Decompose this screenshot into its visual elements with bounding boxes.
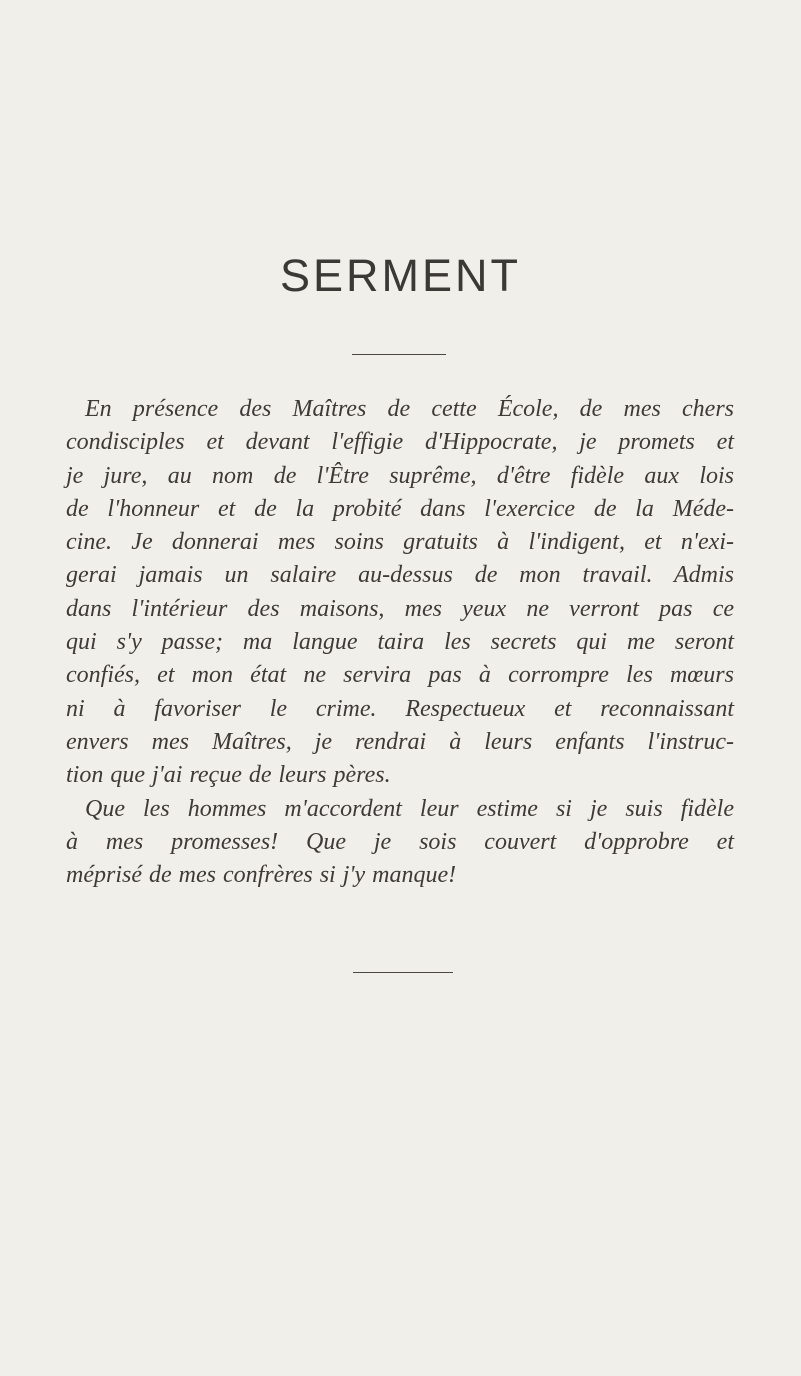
text-line: tion que j'ai reçue de leurs pères.	[66, 762, 391, 789]
document-title: SERMENT	[279, 250, 521, 301]
oath-paragraph-2	[66, 793, 734, 893]
text-line: gerai jamais un salaire au-dessus de mon travail. Admis	[66, 562, 734, 589]
closing-divider	[353, 972, 453, 973]
text-line: à mes promesses! Que je sois couvert d'opprobre et	[66, 828, 734, 855]
oath-text	[66, 393, 734, 892]
text-line: cine. Je donnerai mes soins gratuits à l'indigent, et n'exi-	[66, 529, 734, 556]
text-line: je jure, au nom de l'Être suprême, d'être fidèle aux lois	[66, 462, 734, 489]
text-line: confiés, et mon état ne servira pas à corrompre les mœurs	[66, 662, 734, 689]
title-divider	[352, 354, 446, 355]
text-line: envers mes Maîtres, je rendrai à leurs enfants l'instruc-	[66, 728, 734, 755]
text-line: qui s'y passe; ma langue taira les secrets qui me seront	[66, 629, 734, 656]
text-line: dans l'intérieur des maisons, mes yeux ne verront pas ce	[66, 595, 734, 622]
text-line: En présence des Maîtres de cette École, de mes chers	[85, 396, 734, 422]
text-line: ni à favoriser le crime. Respectueux et reconnaissant	[66, 695, 734, 722]
oath-paragraph-1	[66, 393, 734, 793]
text-line: de l'honneur et de la probité dans l'exercice de la Méde-	[66, 495, 734, 522]
text-line: Que les hommes m'accordent leur estime si je suis fidèle	[85, 795, 734, 822]
text-line: méprisé de mes confrères si j'y manque!	[66, 862, 457, 889]
text-line: condisciples et devant l'effigie d'Hippocrate, je promets et	[66, 429, 734, 456]
